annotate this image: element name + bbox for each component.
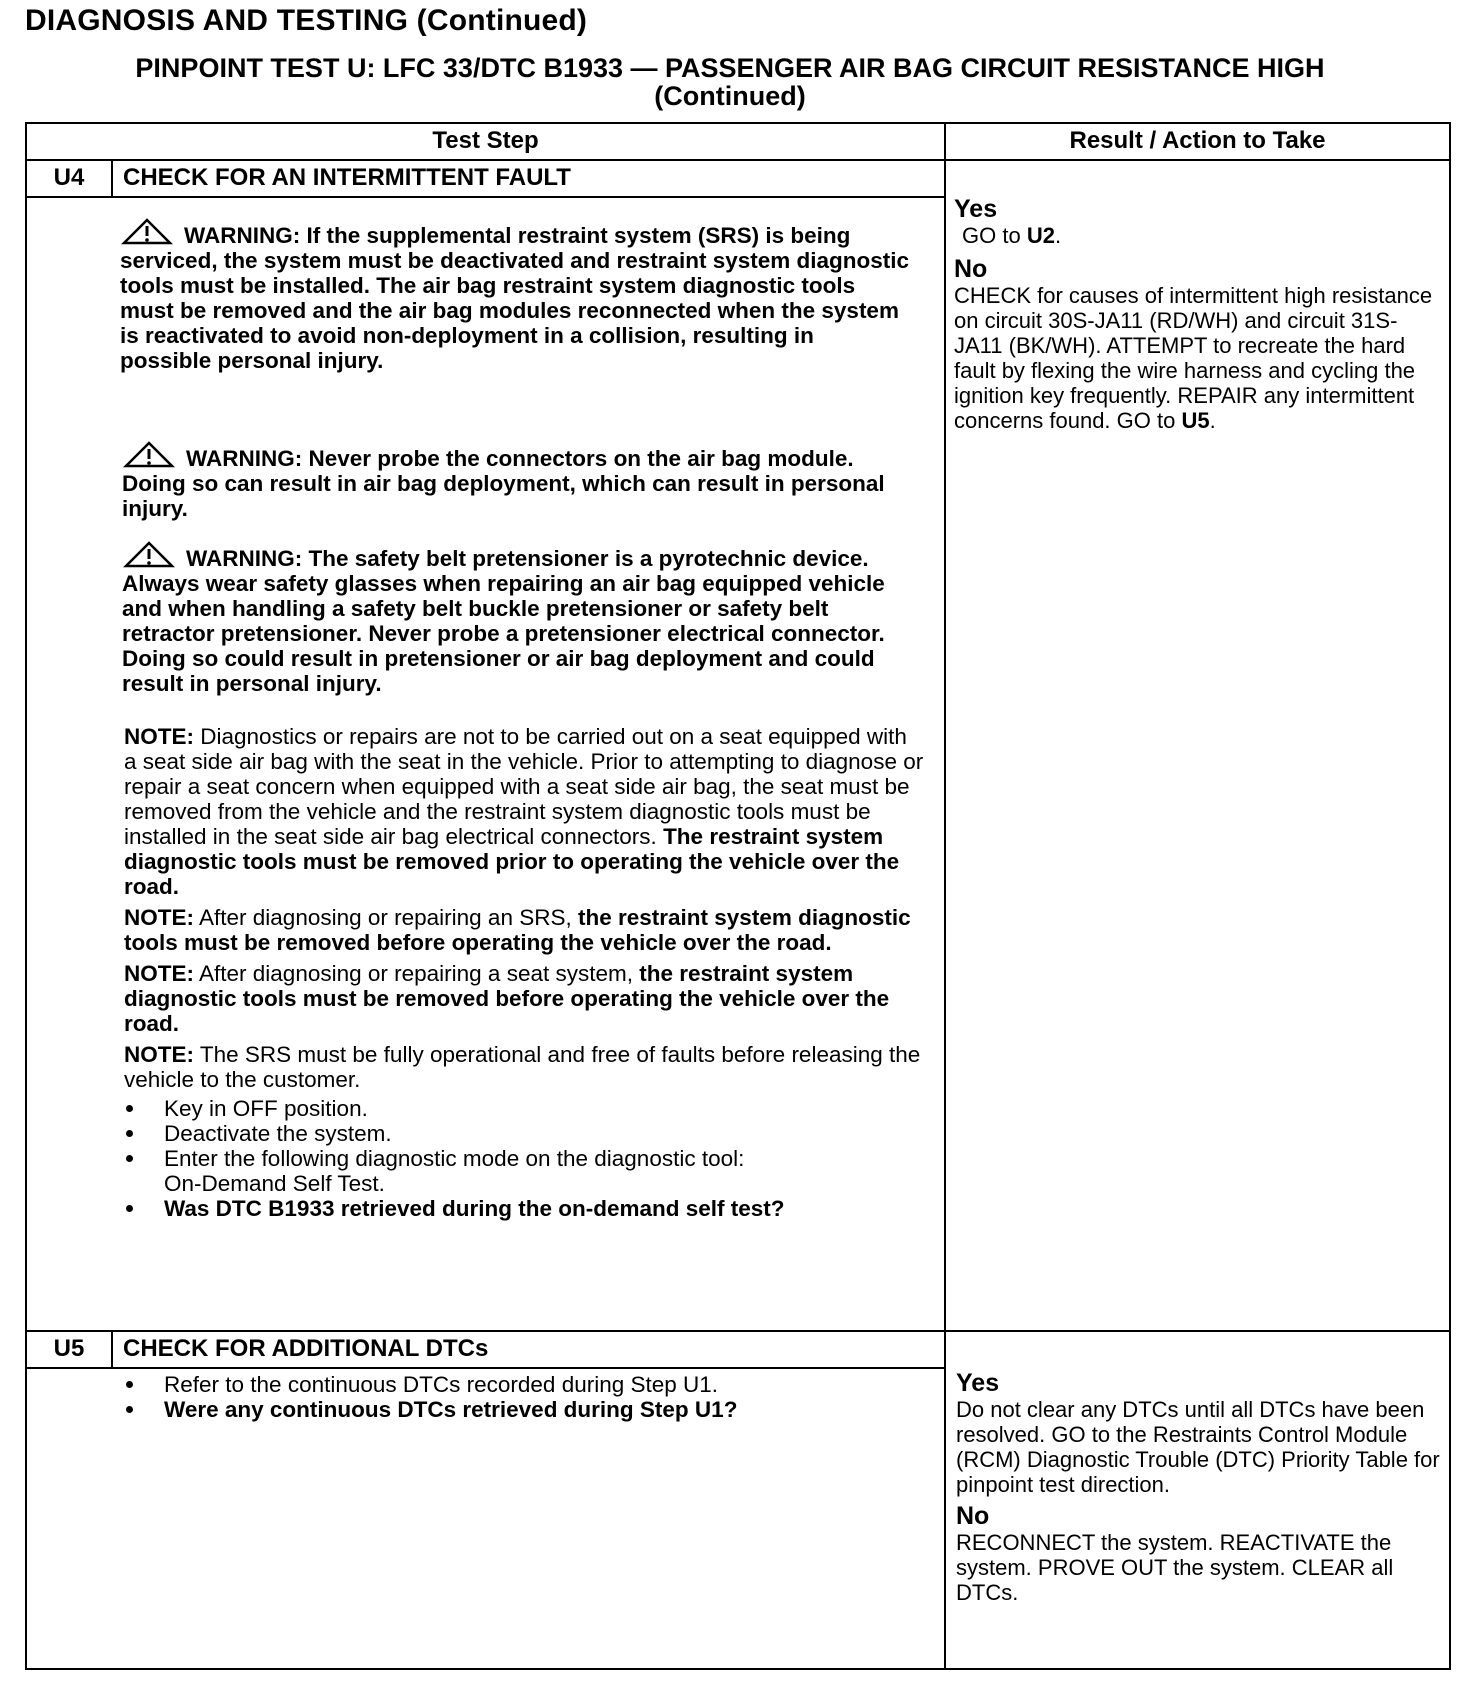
note-after-seat: [124, 961, 924, 1036]
step-heading-u5: CHECK FOR ADDITIONAL DTCs: [123, 1335, 489, 1362]
u4-result-yes-label: Yes: [954, 195, 998, 223]
u4-id-divider: [111, 159, 113, 197]
pinpoint-test-title-line1: PINPOINT TEST U: LFC 33/DTC B1933 — PASSENGER AIR BAG CIRCUIT RESISTANCE HIGH: [135, 53, 1325, 83]
u4-step-list: [124, 1096, 924, 1221]
u5-id-divider: [111, 1330, 113, 1368]
warning-pretensioner: [122, 540, 912, 696]
u5-heading-rule: [25, 1367, 945, 1369]
u5-bullet-refer: Refer to the continuous DTCs recorded during Step U1.: [164, 1372, 719, 1397]
warning-probe-connectors-text: WARNING: Never probe the connectors on the air bag module. Doing so can result in air bag deployment, which can result in personal injury.: [122, 446, 885, 521]
warning-triangle-icon: [122, 440, 176, 468]
list-item: [124, 1196, 924, 1221]
u4-bullet-deactivate: Deactivate the system.: [164, 1121, 392, 1146]
u4-result: [954, 196, 1444, 433]
u4-result-yes: GO to U2.: [962, 223, 1062, 248]
step-id-u4: U4: [53, 164, 85, 191]
pinpoint-test-title: [40, 54, 1420, 110]
note-srs-operational-text: The SRS must be fully operational and free of faults before releasing the vehicle to the customer.: [124, 1042, 921, 1092]
u5-result-yes-label: Yes: [956, 1369, 1000, 1397]
warning-triangle-icon: [122, 540, 176, 568]
u4-bullet-diagnostic-mode: Enter the following diagnostic mode on the diagnostic tool:: [164, 1146, 745, 1171]
note-after-srs-text: After diagnosing or repairing an SRS,: [199, 905, 572, 930]
u5-result-yes-text: Do not clear any DTCs until all DTCs have been resolved. GO to the Restraints Control Module (RCM) Diagnostic Trouble (DTC) Priority Table for pinpoint test direction.: [956, 1397, 1440, 1497]
warning-probe-connectors: [122, 440, 912, 521]
column-header-test-step: Test Step: [432, 127, 539, 154]
note-seat-side-airbag-text: Diagnostics or repairs are not to be carried out on a seat equipped with a seat side air bag with the seat in the vehicle. Prior to attempting to diagnose or repair a seat concern when equipped with a seat side air bag, the seat must be removed from the vehicle and the restraint system diagnostic tools must be installed in the seat side air bag electrical connectors.: [124, 724, 924, 849]
warning-pretensioner-text: WARNING: The safety belt pretensioner is a pyrotechnic device. Always wear safety glasses when repairing an air bag equipped vehicle and when handling a safety belt buckle pretensioner or safety belt retractor pretensioner. Never probe a pretensioner electrical connector. Doing so could result in pretensioner or air bag deployment and could result in personal injury.: [122, 546, 885, 696]
list-item: [124, 1146, 924, 1196]
notes-block: [124, 724, 924, 1221]
u5-step-list: [124, 1372, 924, 1422]
pinpoint-test-title-line2: (Continued): [654, 81, 806, 111]
note-seat-side-airbag-bold: The restraint system diagnostic tools must be removed prior to operating the vehicle over the road.: [124, 824, 900, 899]
list-item: [124, 1121, 924, 1146]
note-after-seat-text: After diagnosing or repairing a seat system,: [199, 961, 633, 986]
u4-result-yes-step: U2: [1026, 223, 1055, 248]
note-label: NOTE:: [124, 1042, 194, 1067]
note-srs-operational: [124, 1042, 924, 1092]
warning-triangle-icon: [120, 217, 174, 245]
u4-result-no-step: U5: [1181, 408, 1210, 433]
list-item: [124, 1397, 924, 1422]
step-heading-u4: CHECK FOR AN INTERMITTENT FAULT: [123, 164, 571, 191]
u4-result-no: CHECK for causes of intermittent high resistance on circuit 30S-JA11 (RD/WH) and circuit 31S-JA11 (BK/WH). ATTEMPT to recreate the hard fault by flexing the wire harness and cycling the ignition key frequently. REPAIR any intermittent concerns found. GO to U5.: [954, 283, 1433, 433]
note-after-srs: [124, 905, 924, 955]
u4-result-no-label: No: [954, 255, 988, 283]
column-header-result: Result / Action to Take: [1069, 127, 1326, 154]
u4-result-no-text: CHECK for causes of intermittent high resistance on circuit 30S-JA11 (RD/WH) and circuit 31S-JA11 (BK/WH). ATTEMPT to recreate the hard fault by flexing the wire harness and cycling the ignition key frequently. REPAIR any intermittent concerns found. GO to: [954, 283, 1433, 433]
warning-srs-service: [120, 217, 910, 373]
u5-bullet-question: Were any continuous DTCs retrieved during Step U1?: [164, 1397, 738, 1422]
u4-bullet-diagnostic-mode-value: On-Demand Self Test.: [164, 1171, 385, 1196]
u5-result-no-label: No: [956, 1502, 990, 1530]
u5-steps: [124, 1372, 924, 1422]
note-label: NOTE:: [124, 724, 194, 749]
page-title: DIAGNOSIS AND TESTING (Continued): [25, 4, 588, 37]
note-seat-side-airbag: [124, 724, 924, 899]
u4-heading-rule: [25, 196, 945, 198]
u5-result-no-text: RECONNECT the system. REACTIVATE the system. PROVE OUT the system. CLEAR all DTCs.: [956, 1530, 1394, 1605]
u4-bullet-question: Was DTC B1933 retrieved during the on-demand self test?: [164, 1196, 785, 1221]
note-after-srs-bold: the restraint system diagnostic tools must be removed before operating the vehicle over the road.: [124, 905, 911, 955]
list-item: [124, 1372, 924, 1397]
u5-result: [956, 1370, 1446, 1605]
note-after-seat-bold: the restraint system diagnostic tools must be removed before operating the vehicle over the road.: [124, 961, 890, 1036]
note-label: NOTE:: [124, 905, 194, 930]
u4-bullet-key-off: Key in OFF position.: [164, 1096, 368, 1121]
step-id-u5: U5: [53, 1335, 85, 1362]
list-item: [124, 1096, 924, 1121]
column-divider: [944, 122, 946, 1670]
note-label: NOTE:: [124, 961, 194, 986]
warning-srs-service-text: WARNING: If the supplemental restraint system (SRS) is being serviced, the system must be deactivated and restraint system diagnostic tools must be installed. The air bag restraint system diagnostic tools must be removed and the air bag modules reconnected when the system is reactivated to avoid non-deployment in a collision, resulting in possible personal injury.: [120, 223, 910, 373]
u4-result-yes-text: GO to: [962, 223, 1021, 248]
